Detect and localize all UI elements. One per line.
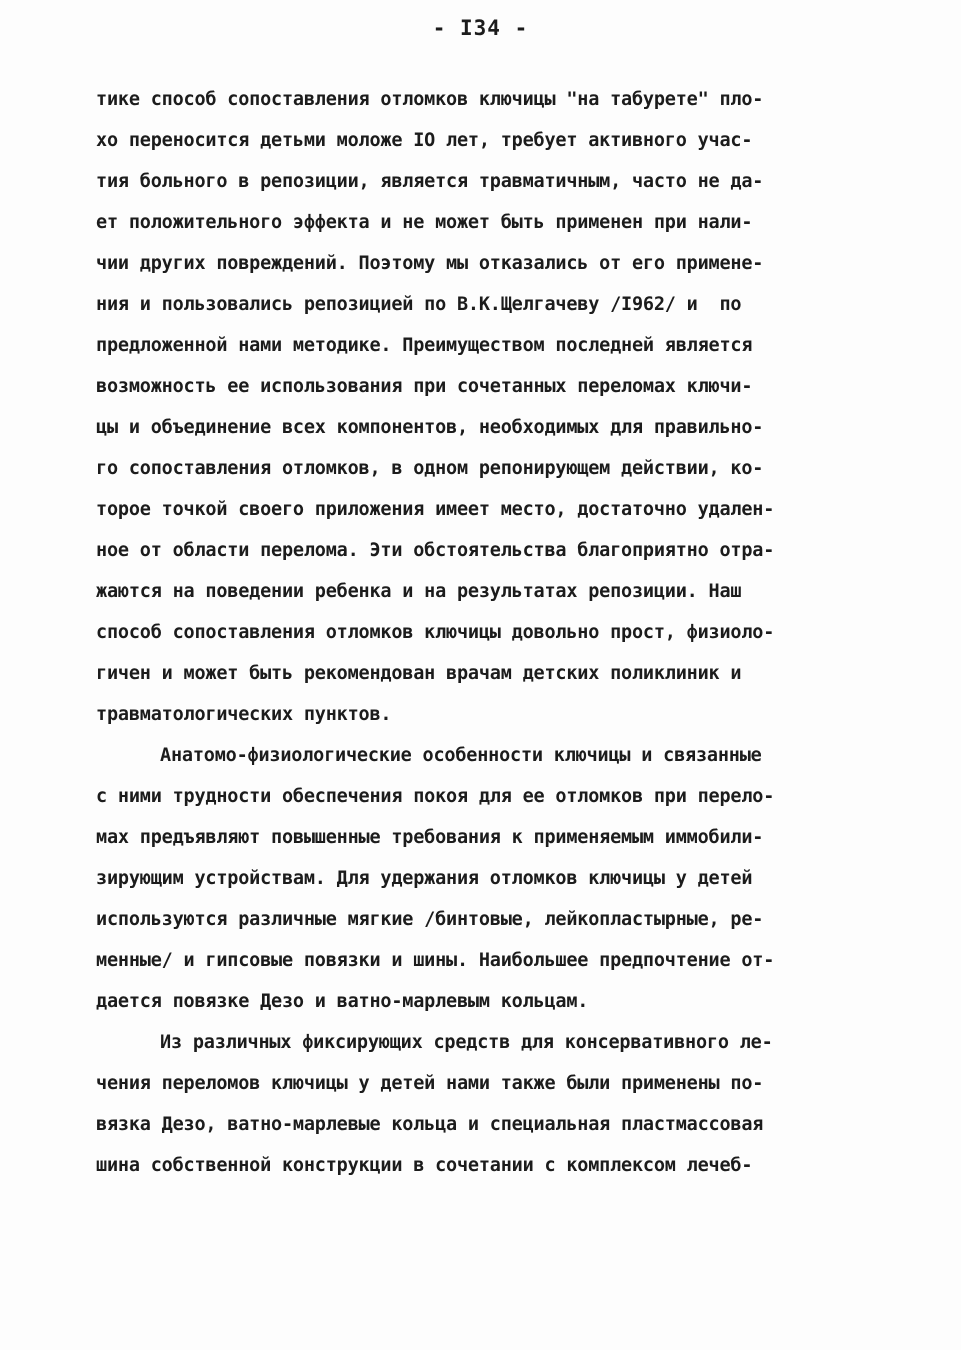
text-line: Анатомо-физиологические особенности ключицы и связанные <box>160 745 762 766</box>
text-line: травматологических пунктов. <box>96 704 392 725</box>
text-line: Из различных фиксирующих средств для консервативного ле- <box>160 1032 773 1053</box>
text-line: дается повязке Дезо и ватно-марлевым кольцам. <box>96 991 589 1012</box>
text-line: гичен и может быть рекомендован врачам детских поликлиник и <box>96 663 742 684</box>
text-line: используются различные мягкие /бинтовые, лейкопластырные, ре- <box>96 909 764 930</box>
text-line: шина собственной конструкции в сочетании с комплексом лечеб- <box>96 1155 753 1176</box>
text-line: возможность ее использования при сочетанных переломах ключи- <box>96 376 753 397</box>
text-line: менные/ и гипсовые повязки и шины. Наибольшее предпочтение от- <box>96 950 775 971</box>
text-line: жаются на поведении ребенка и на результатах репозиции. Наш <box>96 581 742 602</box>
text-line: с ними трудности обеспечения покоя для ее отломков при перело- <box>96 786 775 807</box>
text-line: хо переносится детьми моложе IO лет, требует активного учас- <box>96 130 753 151</box>
text-line: зирующим устройствам. Для удержания отломков ключицы у детей <box>96 868 753 889</box>
text-line: го сопоставления отломков, в одном репонирующем действии, ко- <box>96 458 764 479</box>
text-line: предложенной нами методике. Преимуществом последней является <box>96 335 753 356</box>
text-line: ния и пользовались репозицией по В.К.Щелгачеву /I962/ и по <box>96 294 742 315</box>
text-line: чии других повреждений. Поэтому мы отказались от его примене- <box>96 253 764 274</box>
text-line: вязка Дезо, ватно-марлевые кольца и специальная пластмассовая <box>96 1114 764 1135</box>
page-number: - I34 - <box>432 16 529 40</box>
paragraph-2 <box>96 735 876 1022</box>
text-line: мах предъявляют повышенные требования к применяемым иммобили- <box>96 827 764 848</box>
paragraph-1 <box>96 79 876 735</box>
text-line: ет положительного эффекта и не может быть применен при нали- <box>96 212 753 233</box>
text-line: тике способ сопоставления отломков ключицы "на табурете" пло- <box>96 89 764 110</box>
text-line: чения переломов ключицы у детей нами также были применены по- <box>96 1073 764 1094</box>
text-line: цы и объединение всех компонентов, необходимых для правильно- <box>96 417 764 438</box>
text-line: тия больного в репозиции, является травматичным, часто не да- <box>96 171 764 192</box>
paragraph-3 <box>96 1022 876 1186</box>
text-line: способ сопоставления отломков ключицы довольно прост, физиоло- <box>96 622 775 643</box>
text-line: торое точкой своего приложения имеет место, достаточно удален- <box>96 499 775 520</box>
text-line: ное от области перелома. Эти обстоятельства благоприятно отра- <box>96 540 775 561</box>
text-body <box>96 79 876 1186</box>
